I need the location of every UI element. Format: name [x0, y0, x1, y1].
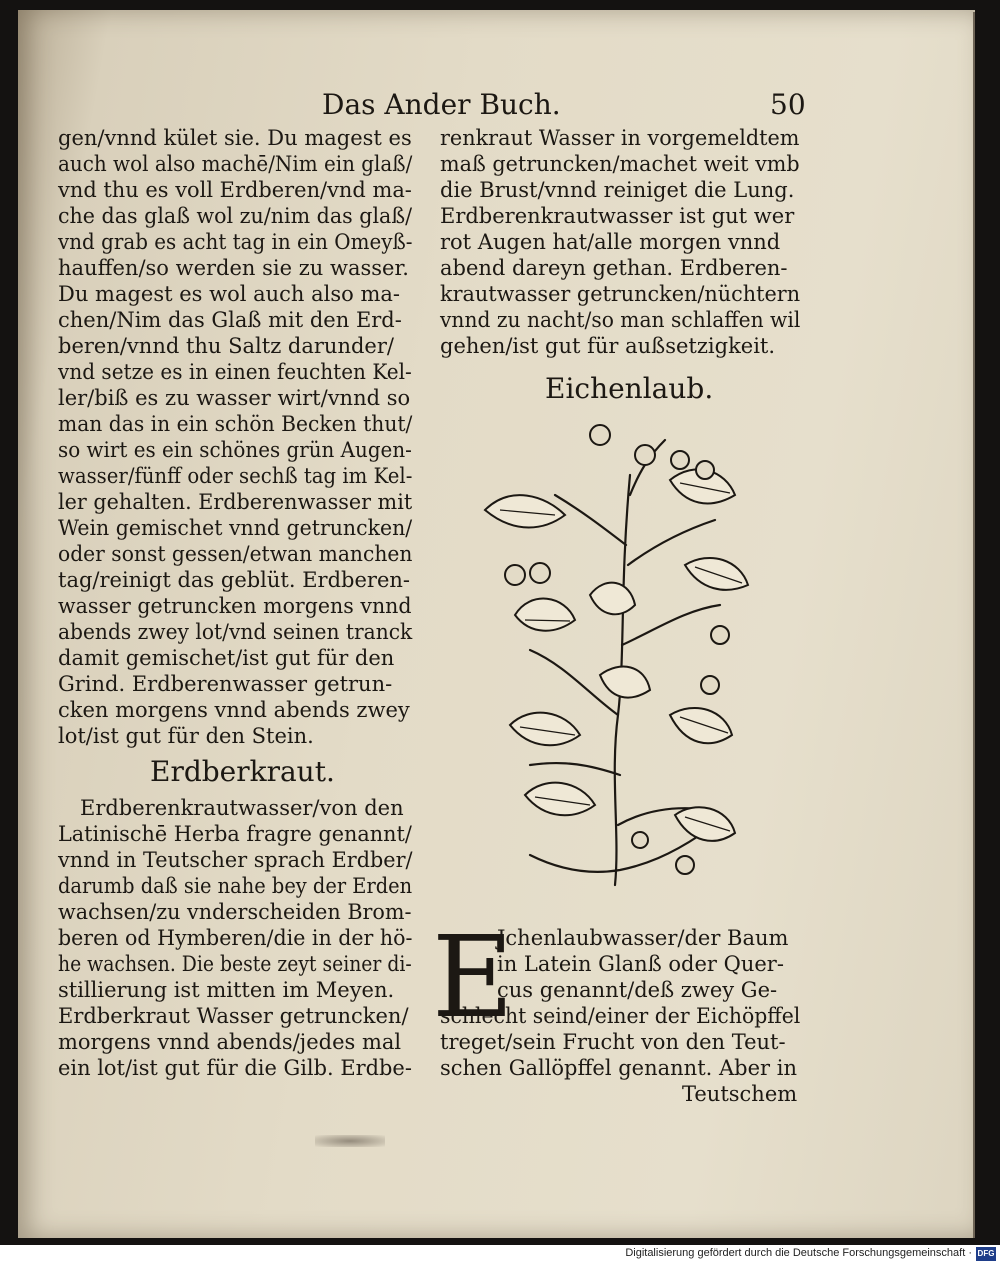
text-line: ein lot/ist gut für die Gilb. Erdbe- [58, 1056, 412, 1080]
text-line: he wachsen. Die beste zeyt seiner di- [58, 952, 412, 976]
text-line: morgens vnnd abends/jedes mal [58, 1030, 402, 1054]
text-line: vnd thu es voll Erdberen/vnd ma- [58, 178, 412, 202]
text-line: so wirt es ein schönes grün Augen- [58, 438, 412, 462]
text-line: abends zwey lot/vnd seinen tranck [58, 620, 413, 644]
text-line: wasser/fünff oder sechß tag im Kel- [58, 464, 413, 488]
text-line: stillierung ist mitten im Meyen. [58, 978, 395, 1002]
text-line: cus genannt/deß zwey Ge- [497, 978, 778, 1002]
text-line: damit gemischet/ist gut für den [58, 646, 395, 670]
text-line: Erdberkraut Wasser getruncken/ [58, 1004, 409, 1028]
text-line: lot/ist gut für den Stein. [58, 724, 314, 748]
ink-smudge [315, 1135, 385, 1147]
text-line: abend dareyn gethan. Erdberen- [440, 256, 788, 280]
text-line: rot Augen hat/alle morgen vnnd [440, 230, 781, 254]
text-line: ler gehalten. Erdberenwasser mit [58, 490, 413, 514]
text-line: tag/reinigt das geblüt. Erdberen- [58, 568, 410, 592]
section-heading: Erdberkraut. [150, 755, 335, 788]
text-line: oder sonst gessen/etwan manchen [58, 542, 413, 566]
text-line: gehen/ist gut für außsetzigkeit. [440, 334, 776, 358]
dfg-logo-icon: DFG [976, 1247, 996, 1261]
section-heading: Eichenlaub. [545, 372, 714, 405]
text-line: schen Gallöpffel genannt. Aber in [440, 1056, 797, 1080]
text-line: ler/biß es zu wasser wirt/vnnd so [58, 386, 411, 410]
text-line: schlecht seind/einer der Eichöpffel [440, 1004, 801, 1028]
text-line: maß getruncken/machet weit vmb [440, 152, 800, 176]
text-line: renkraut Wasser in vorgemeldtem [440, 126, 800, 150]
text-line: wasser getruncken morgens vnnd [58, 594, 412, 618]
text-line: treget/sein Frucht von den Teut- [440, 1030, 786, 1054]
running-head: Das Ander Buch. [322, 88, 561, 121]
text-line: Wein gemischet vnnd getruncken/ [58, 516, 413, 540]
text-line: Erdberenkrautwasser ist gut wer [440, 204, 795, 228]
text-line: wachsen/zu vnderscheiden Brom- [58, 900, 412, 924]
text-line: vnd setze es in einen feuchten Kel- [58, 360, 412, 384]
text-line: beren od Hymberen/die in der hö- [58, 926, 413, 950]
text-line: che das glaß wol zu/nim das glaß/ [58, 204, 413, 228]
text-line: darumb daß sie nahe bey der Erden [58, 874, 413, 898]
page-number: 50 [770, 88, 806, 121]
oak-branch-woodcut-icon [470, 415, 760, 890]
text-line: hauffen/so werden sie zu wasser. [58, 256, 409, 280]
text-line: chen/Nim das Glaß mit den Erd- [58, 308, 402, 332]
text-line: vnnd in Teutscher sprach Erdber/ [58, 848, 413, 872]
text-line: beren/vnnd thu Saltz darunder/ [58, 334, 394, 358]
text-line: krautwasser getruncken/nüchtern [440, 282, 801, 306]
footer-credit: Digitalisierung gefördert durch die Deutsche Forschungsgemeinschaft · [625, 1247, 972, 1259]
text-line: Du magest es wol auch also ma- [58, 282, 400, 306]
text-line: Latinischē Herba fragre genannt/ [58, 822, 412, 846]
drop-cap: E [432, 913, 514, 1043]
text-line: Erdberenkrautwasser/von den [80, 796, 404, 820]
text-line: Grind. Erdberenwasser getrun- [58, 672, 393, 696]
text-line: auch wol also machē/Nim ein glaß/ [58, 152, 413, 176]
text-line: in Latein Glanß oder Quer- [497, 952, 784, 976]
text-line: cken morgens vnnd abends zwey [58, 698, 410, 722]
text-line: vnd grab es acht tag in ein Omeyß- [58, 230, 413, 254]
page-edge [973, 12, 975, 1238]
text-line: man das in ein schön Becken thut/ [58, 412, 413, 436]
text-line: die Brust/vnnd reiniget die Lung. [440, 178, 795, 202]
text-line: Jchenlaubwasser/der Baum [497, 926, 789, 950]
footer-bar [0, 1245, 1000, 1265]
text-line: vnnd zu nacht/so man schlaffen wil [440, 308, 801, 332]
text-line: gen/vnnd kület sie. Du magest es [58, 126, 412, 150]
catchword: Teutschem [682, 1082, 798, 1106]
